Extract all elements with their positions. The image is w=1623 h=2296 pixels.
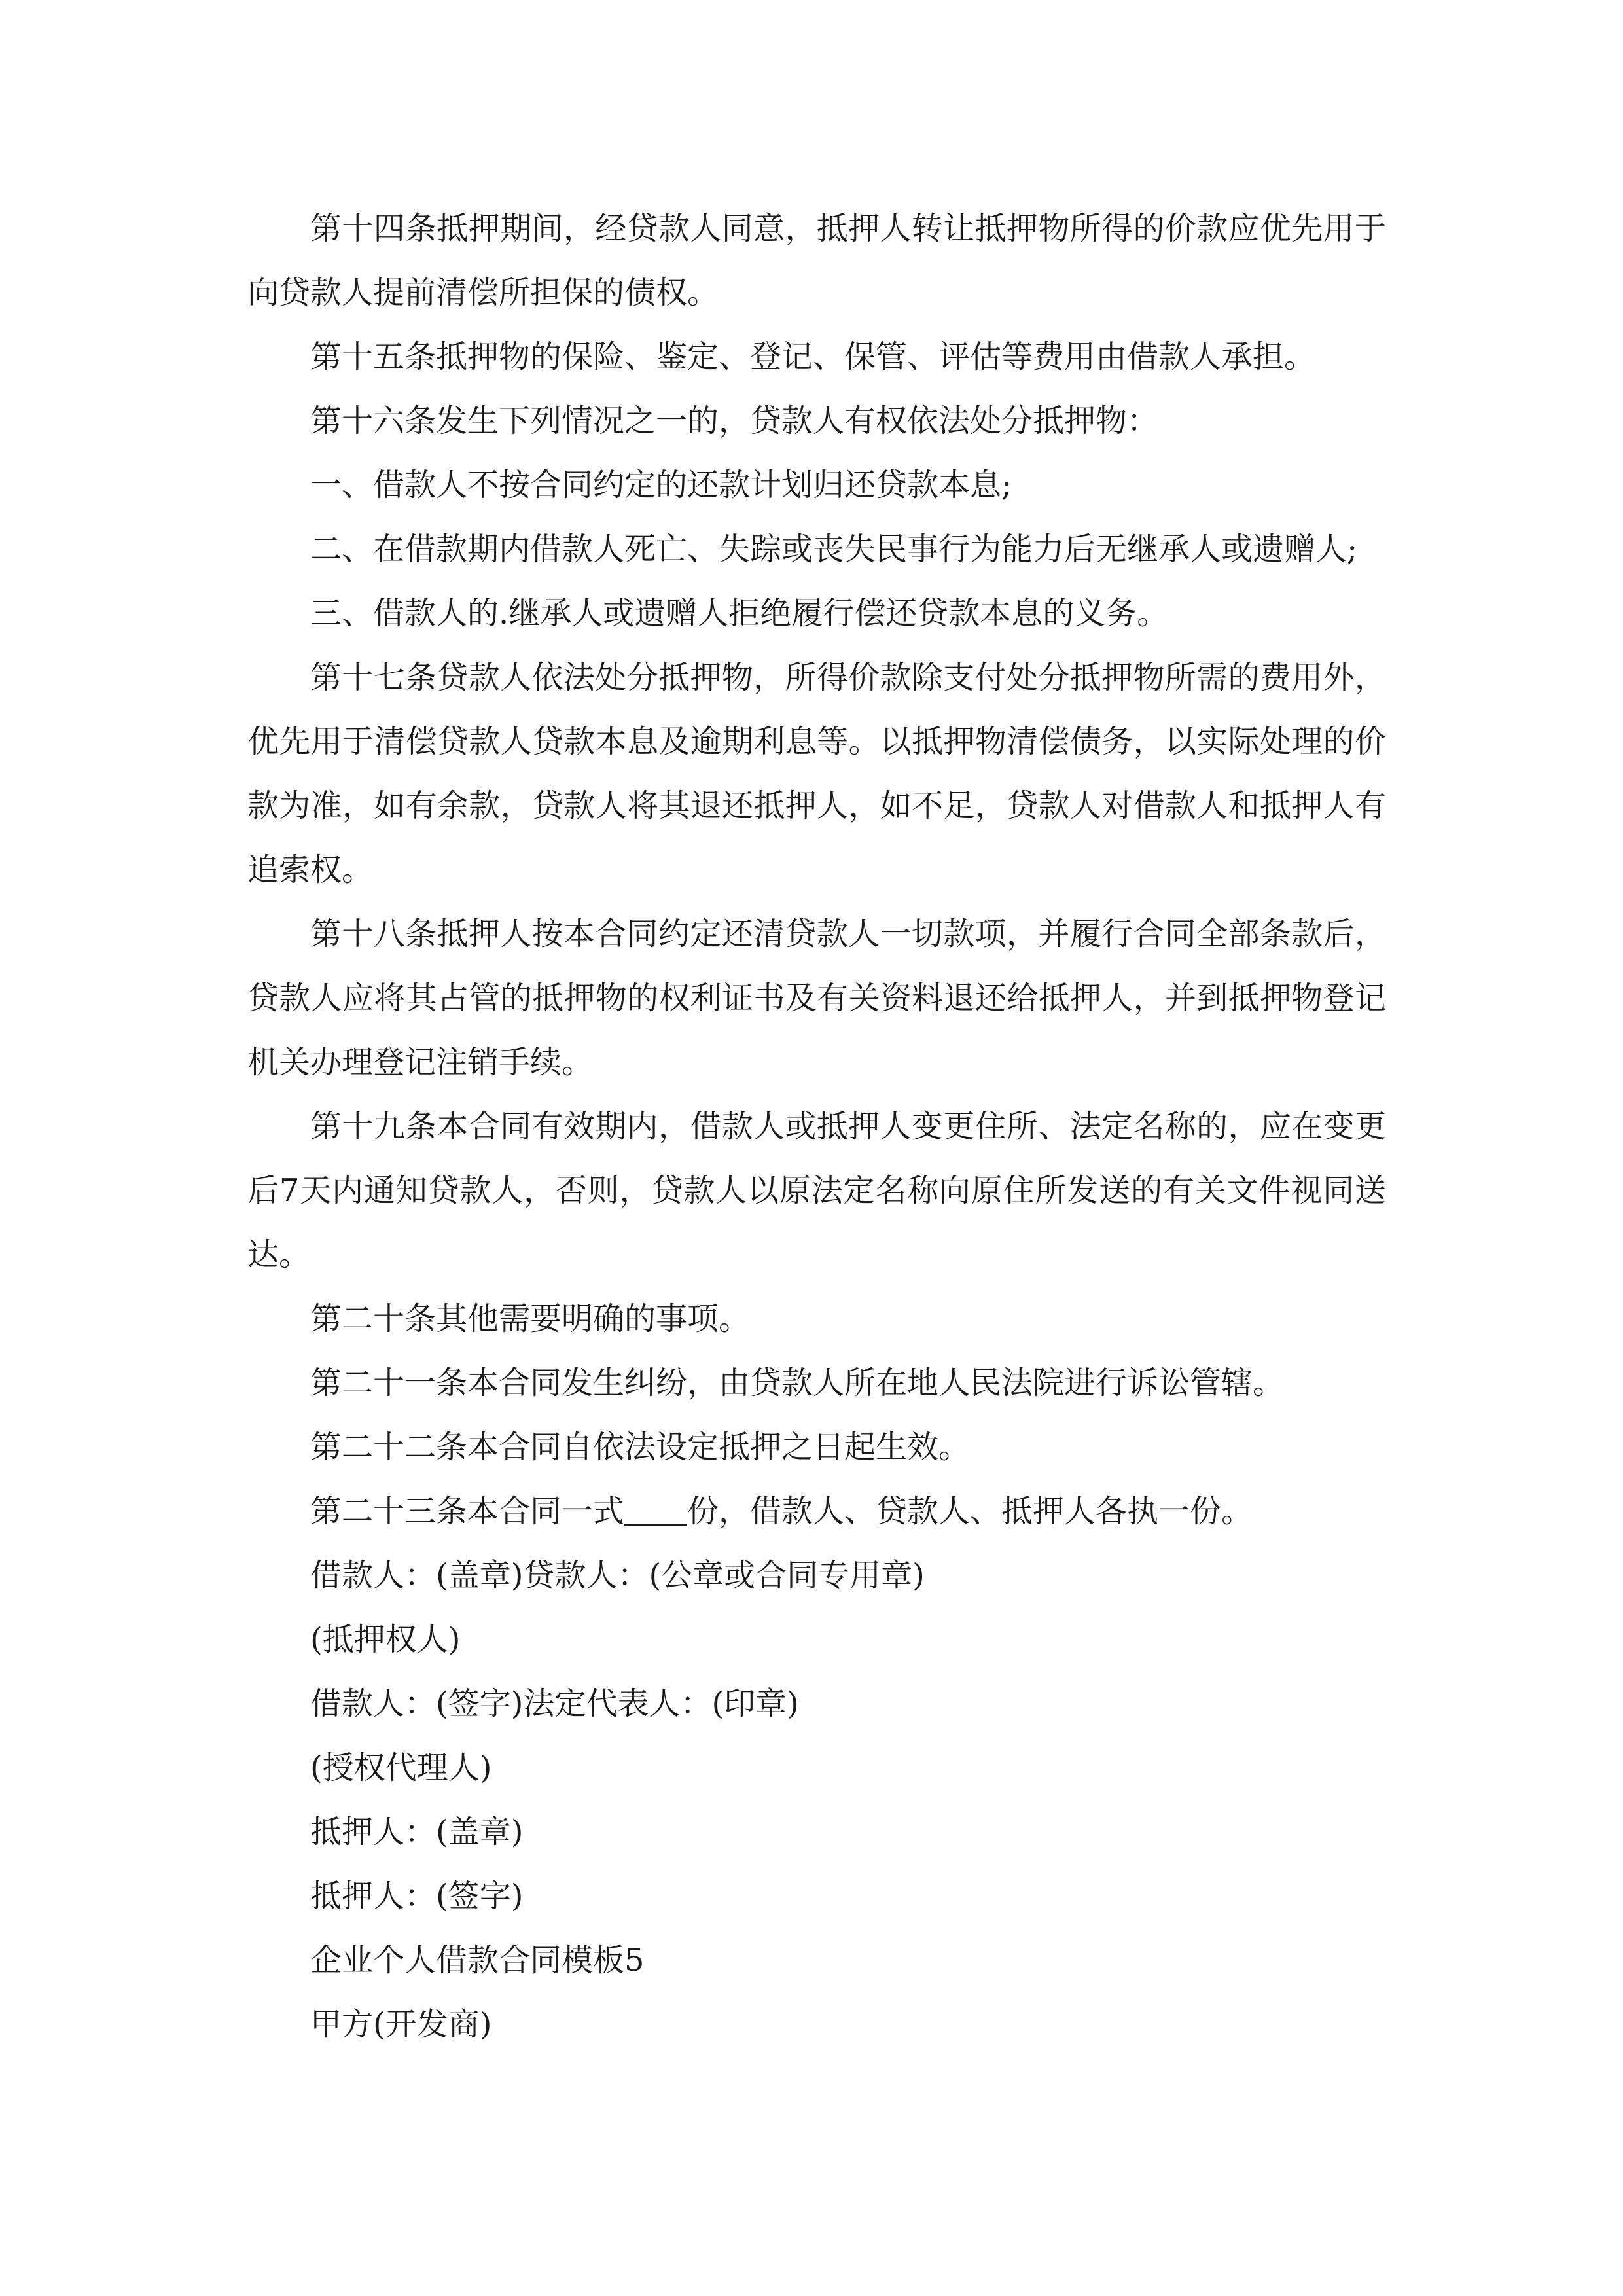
- next-template-title: 企业个人借款合同模板5: [310, 1942, 645, 1979]
- document-body: [247, 196, 1386, 2056]
- article-17-paragraph: 第十七条贷款人依法处分抵押物，所得价款除支付处分抵押物所需的费用外，优先用于清偿贷款人贷款本息及逾期利息等。以抵押物清偿债务，以实际处理的价款为准，如有余款，贷款人将其退还抵押人，如不足，贷款人对借款人和抵押人有追索权。: [247, 659, 1386, 888]
- article-16-item-1: 一、借款人不按合同约定的还款计划归还贷款本息;: [310, 467, 1012, 503]
- article-23-text-after: 份，借款人、贷款人、抵押人各执一份。: [687, 1493, 1253, 1530]
- article-18-paragraph: 第十八条抵押人按本合同约定还清贷款人一切款项，并履行合同全部条款后，贷款人应将其占管的抵押物的权利证书及有关资料退还给抵押人，并到抵押物登记机关办理登记注销手续。: [247, 916, 1386, 1081]
- article-15-paragraph: 第十五条抵押物的保险、鉴定、登记、保管、评估等费用由借款人承担。: [310, 338, 1316, 375]
- article-22-paragraph: 第二十二条本合同自依法设定抵押之日起生效。: [310, 1429, 971, 1465]
- article-20-paragraph: 第二十条其他需要明确的事项。: [310, 1300, 751, 1337]
- signature-borrower-legal-rep: 借款人：(签字)法定代表人：(印章): [310, 1685, 799, 1722]
- signature-authorized-agent-note: (授权代理人): [310, 1749, 492, 1786]
- article-23-text-before: 第二十三条本合同一式: [310, 1493, 625, 1530]
- signature-mortgagee-note: (抵押权人): [310, 1621, 461, 1658]
- party-a-developer-line: 甲方(开发商): [310, 2006, 492, 2043]
- signature-mortgagor-seal: 抵押人：(盖章): [310, 1814, 524, 1850]
- article-23-paragraph: [247, 1479, 1386, 1543]
- article-16-paragraph: 第十六条发生下列情况之一的，贷款人有权依法处分抵押物：: [310, 403, 1159, 439]
- article-16-item-2: 二、在借款期内借款人死亡、失踪或丧失民事行为能力后无继承人或遗赠人;: [310, 531, 1358, 567]
- article-19-paragraph: 第十九条本合同有效期内，借款人或抵押人变更住所、法定名称的，应在变更后7天内通知贷款人，否则，贷款人以原法定名称向原住所发送的有关文件视同送达。: [247, 1108, 1386, 1273]
- copies-count-blank: [624, 1493, 687, 1530]
- article-21-paragraph: 第二十一条本合同发生纠纷，由贷款人所在地人民法院进行诉讼管辖。: [310, 1365, 1285, 1401]
- article-14-paragraph: 第十四条抵押期间，经贷款人同意，抵押人转让抵押物所得的价款应优先用于向贷款人提前清偿所担保的债权。: [247, 210, 1386, 311]
- signature-borrower-lender-seal: 借款人：(盖章)贷款人：(公章或合同专用章): [310, 1557, 925, 1594]
- signature-mortgagor-sign: 抵押人：(签字): [310, 1878, 524, 1914]
- article-16-item-3: 三、借款人的.继承人或遗赠人拒绝履行偿还贷款本息的义务。: [310, 595, 1169, 632]
